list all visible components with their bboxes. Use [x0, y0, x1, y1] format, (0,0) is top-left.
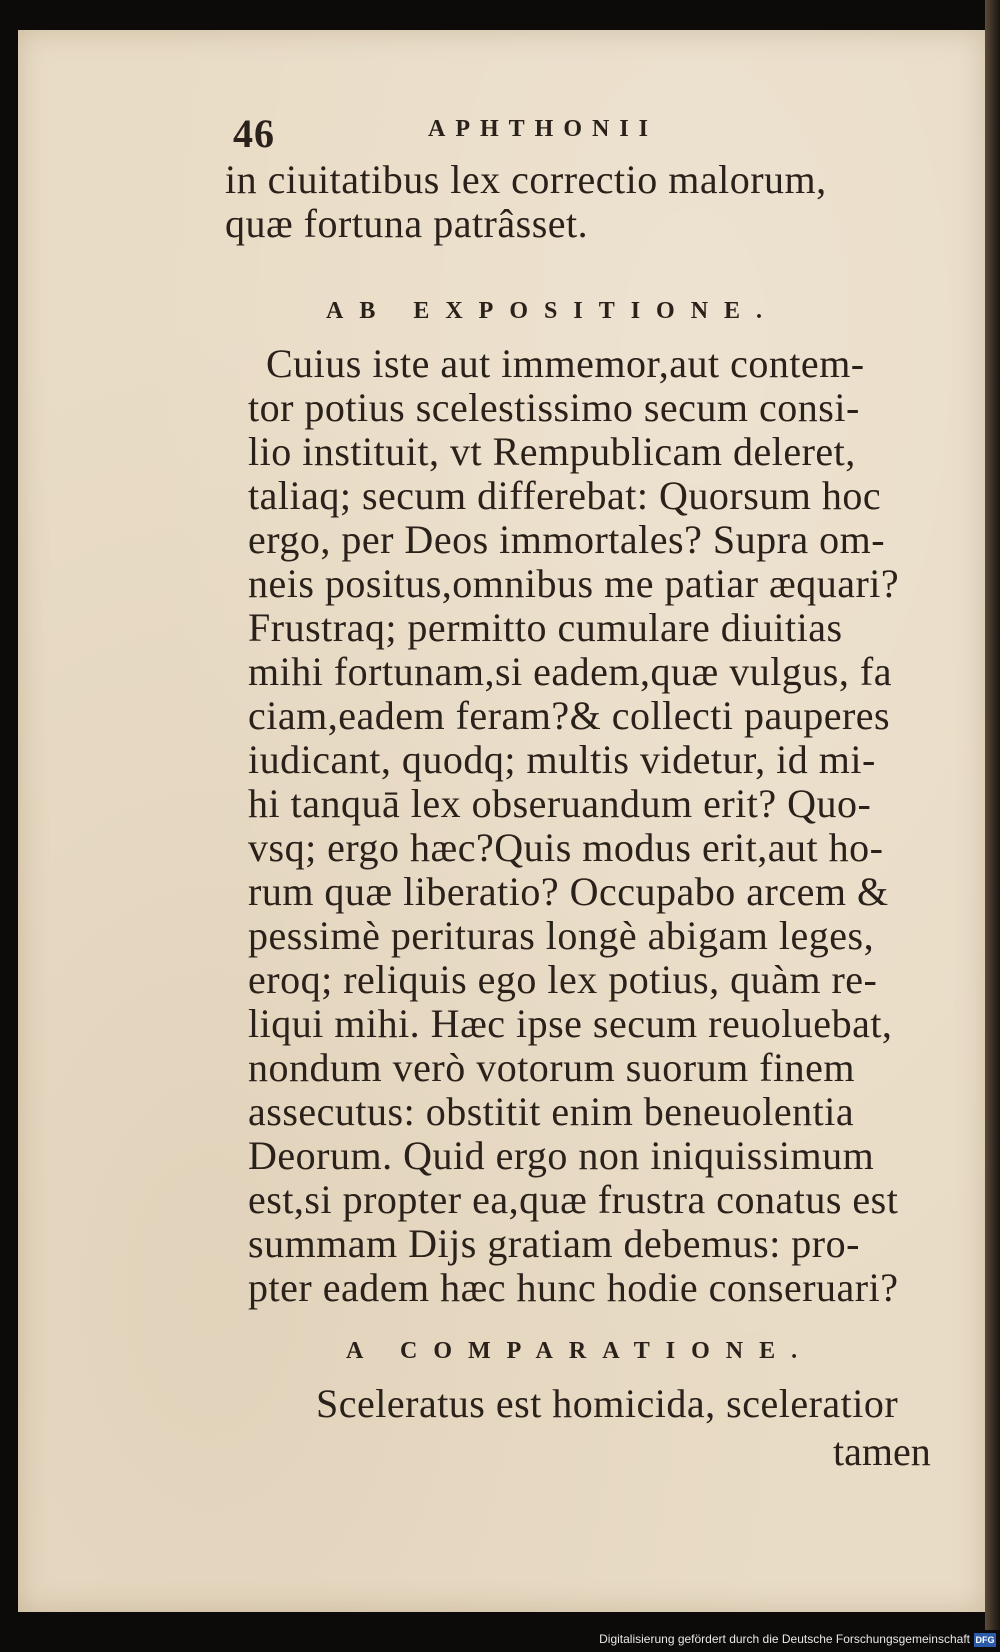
page-text-block [18, 30, 985, 1612]
book-page [18, 30, 985, 1612]
text-line: summam Dijs gratiam debemus: pro- [248, 1221, 860, 1266]
text-line: est,si propter ea,quæ frustra conatus est [248, 1177, 899, 1222]
section-heading-exposition: AB EXPOSITIONE. [326, 298, 779, 324]
funding-credit: Digitalisierung gefördert durch die Deutsche Forschungsgemeinschaft [599, 1632, 970, 1646]
text-line: nondum verò votorum suorum finem [248, 1045, 856, 1090]
text-line: pter eadem hæc hunc hodie conseruari? [248, 1265, 899, 1310]
text-line: ergo, per Deos immortales? Supra om- [248, 517, 886, 562]
page-number: 46 [233, 111, 275, 156]
running-head: APHTHONII [428, 116, 659, 142]
text-line: tor potius scelestissimo secum consi- [248, 385, 860, 430]
text-line: Sceleratus est homicida, sceleratior [316, 1381, 899, 1426]
text-line: Deorum. Quid ergo non iniquissimum [248, 1133, 875, 1178]
section-heading-comparatione: A COMPARATIONE. [346, 1338, 814, 1364]
text-line: mihi fortunam,si eadem,quæ vulgus, fa [248, 649, 892, 694]
text-line: lio instituit, vt Rempublicam deleret, [248, 429, 856, 474]
text-line: in ciuitatibus lex correctio malorum, [225, 157, 827, 202]
text-line: quæ fortuna patrâsset. [225, 201, 589, 246]
dfg-logo: DFG [975, 1635, 995, 1645]
text-line: Frustraq; permitto cumulare diuitias [248, 605, 843, 650]
text-line: iudicant, quodq; multis videtur, id mi- [248, 737, 876, 782]
text-line: pessimè perituras longè abigam leges, [248, 913, 875, 958]
text-line: liqui mihi. Hæc ipse secum reuoluebat, [248, 1001, 893, 1046]
text-line: neis positus,omnibus me patiar æquari? [248, 561, 900, 606]
text-line: vsq; ergo hæc?Quis modus erit,aut ho- [248, 825, 884, 870]
text-line: eroq; reliquis ego lex potius, quàm re- [248, 957, 878, 1002]
text-line: taliaq; secum differebat: Quorsum hoc [248, 473, 882, 518]
text-line: hi tanquā lex obseruandum erit? Quo- [248, 781, 872, 826]
text-line: rum quæ liberatio? Occupabo arcem & [248, 869, 889, 914]
text-line: Cuius iste aut immemor,aut contem- [266, 341, 865, 386]
text-line: ciam,eadem feram?& collecti pauperes [248, 693, 891, 738]
text-line: assecutus: obstitit enim beneuolentia [248, 1089, 855, 1134]
page-edge [985, 0, 1000, 1652]
digitization-footer [0, 1630, 1000, 1652]
catchword: tamen [833, 1429, 931, 1474]
